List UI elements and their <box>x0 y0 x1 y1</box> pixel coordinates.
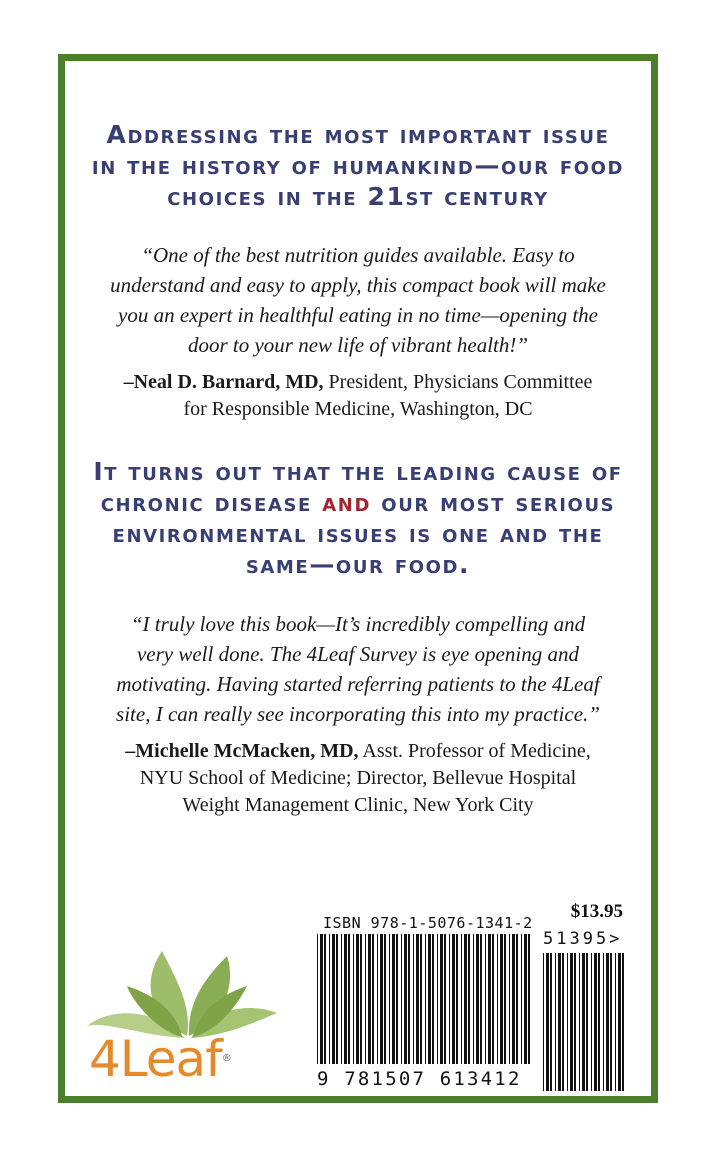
isbn-label: ISBN 978-1-5076-1341-2 <box>323 914 533 932</box>
heading-middle <box>65 456 651 580</box>
barcode-bar <box>408 934 410 1064</box>
barcode-bar <box>440 934 443 1064</box>
attribution-name: –Michelle McMacken, MD, <box>125 740 359 762</box>
barcode-bar <box>594 953 597 1091</box>
barcode-bar <box>456 934 458 1064</box>
barcode-bar <box>586 953 588 1091</box>
heading-line: in the history of humankind—our food <box>91 151 625 180</box>
quote-line: site, I can really see incorporating this into my practice.” <box>116 702 600 726</box>
barcode-bar <box>528 934 530 1064</box>
barcode-bar <box>582 953 585 1091</box>
attribution-title: for Responsible Medicine, Washington, DC <box>183 398 533 420</box>
heading-line: choices in the 21st century <box>167 182 549 211</box>
registered-mark: ® <box>221 1053 231 1064</box>
quote-line: “I truly love this book—It’s incredibly compelling and <box>130 612 586 636</box>
barcode-bar <box>606 953 609 1091</box>
barcode-bar <box>404 934 407 1064</box>
barcode-bar <box>437 934 438 1064</box>
barcode-bar <box>353 934 354 1064</box>
barcode-bar <box>591 953 592 1091</box>
barcode-bar <box>579 953 580 1091</box>
quote-mcmacken <box>95 609 621 729</box>
attribution-mcmacken <box>85 738 631 819</box>
barcode-bar <box>473 934 474 1064</box>
barcode-bar <box>500 934 503 1064</box>
barcode-bar <box>555 953 556 1091</box>
barcode-bar <box>622 953 624 1091</box>
barcode-bar <box>476 934 479 1064</box>
quote-line: door to your new life of vibrant health!” <box>187 333 529 357</box>
logo-wordmark <box>89 1031 231 1087</box>
barcode-bar <box>567 953 568 1091</box>
heading-line: It turns out that the leading cause of <box>93 457 623 486</box>
barcode-bar <box>485 934 486 1064</box>
heading-top <box>65 119 651 212</box>
barcode-bar <box>449 934 450 1064</box>
barcode-bar <box>615 953 616 1091</box>
barcode-bar <box>509 934 510 1064</box>
barcode-bar <box>444 934 446 1064</box>
attribution-title: Asst. Professor of Medicine, <box>358 740 591 762</box>
quote-line: you an expert in healthful eating in no time—opening the <box>118 303 598 327</box>
barcode-bar <box>550 953 552 1091</box>
barcode-bar <box>480 934 482 1064</box>
attribution-barnard <box>85 369 631 423</box>
barcode-bar <box>558 953 561 1091</box>
barcode-bar <box>384 934 386 1064</box>
attribution-title: NYU School of Medicine; Director, Bellevue Hospital <box>139 767 577 789</box>
heading-line: Addressing the most important issue <box>106 120 610 149</box>
barcode-bar <box>372 934 374 1064</box>
quote-barnard <box>95 240 621 360</box>
barcode-bar <box>497 934 498 1064</box>
heading-line: environmental issues is one and the <box>112 519 604 548</box>
heading-line: chronic disease <box>100 488 323 517</box>
barcode-bar <box>320 934 323 1064</box>
attribution-name: –Neal D. Barnard, MD, <box>123 371 324 393</box>
barcode-bar <box>516 934 518 1064</box>
heading-line: our most serious <box>371 488 616 517</box>
barcode-bar <box>452 934 455 1064</box>
leaf-icon <box>87 951 277 1038</box>
barcode-bar <box>380 934 383 1064</box>
barcode-bar <box>377 934 378 1064</box>
barcode-bar <box>598 953 600 1091</box>
barcode-bar <box>413 934 414 1064</box>
barcode-bar <box>425 934 426 1064</box>
cover-frame <box>58 54 658 1103</box>
barcode-bar <box>428 934 431 1064</box>
barcode-bar <box>492 934 494 1064</box>
quote-line: very well done. The 4Leaf Survey is eye opening and <box>136 642 580 666</box>
barcode-bar <box>468 934 470 1064</box>
barcode-bar <box>543 953 544 1091</box>
barcode-bar <box>546 953 549 1091</box>
barcode-bar <box>618 953 621 1091</box>
barcode-bar <box>329 934 330 1064</box>
barcode-bar <box>512 934 515 1064</box>
barcode-bar <box>336 934 338 1064</box>
barcode-bar <box>401 934 402 1064</box>
barcode-bar <box>420 934 422 1064</box>
barcode-bar <box>392 934 395 1064</box>
barcode-bar <box>432 934 434 1064</box>
attribution-title: Weight Management Clinic, New York City <box>182 794 534 816</box>
barcode-bar <box>324 934 326 1064</box>
barcode-bar <box>396 934 398 1064</box>
isbn-barcode <box>317 934 534 1064</box>
quote-line: “One of the best nutrition guides available. Easy to <box>141 243 575 267</box>
barcode-bar <box>317 934 318 1064</box>
barcode-bar <box>416 934 419 1064</box>
logo-text: 4Leaf <box>89 1030 222 1088</box>
price: $13.95 <box>570 901 623 922</box>
barcode-bar <box>356 934 359 1064</box>
barcode-bar <box>368 934 371 1064</box>
barcode-bar <box>574 953 576 1091</box>
barcode-bar <box>570 953 573 1091</box>
heading-emphasis: and <box>322 488 371 517</box>
price-code-digits: 51395> <box>543 929 623 949</box>
barcode-bar <box>365 934 366 1064</box>
barcode-bar <box>464 934 467 1064</box>
barcode-bar <box>332 934 335 1064</box>
barcode-bar <box>562 953 564 1091</box>
barcode-bar <box>488 934 491 1064</box>
barcode-bar <box>344 934 347 1064</box>
barcode-bar <box>348 934 350 1064</box>
quote-line: understand and easy to apply, this compact book will make <box>110 273 606 297</box>
barcode-bar <box>524 934 527 1064</box>
barcode-bar <box>341 934 342 1064</box>
attribution-title: President, Physicians Committee <box>323 371 593 393</box>
barcode-bar <box>360 934 362 1064</box>
barcode-bar <box>603 953 604 1091</box>
heading-line: same—our food. <box>245 550 471 579</box>
barcode-bar <box>389 934 390 1064</box>
barcode-bar <box>521 934 522 1064</box>
barcode-digits: 9 781507 613412 <box>317 1068 522 1090</box>
barcode-bar <box>461 934 462 1064</box>
quote-line: motivating. Having started referring patients to the 4Leaf <box>116 672 600 696</box>
barcode-bar <box>610 953 612 1091</box>
price-barcode <box>543 953 629 1091</box>
barcode-bar <box>504 934 506 1064</box>
